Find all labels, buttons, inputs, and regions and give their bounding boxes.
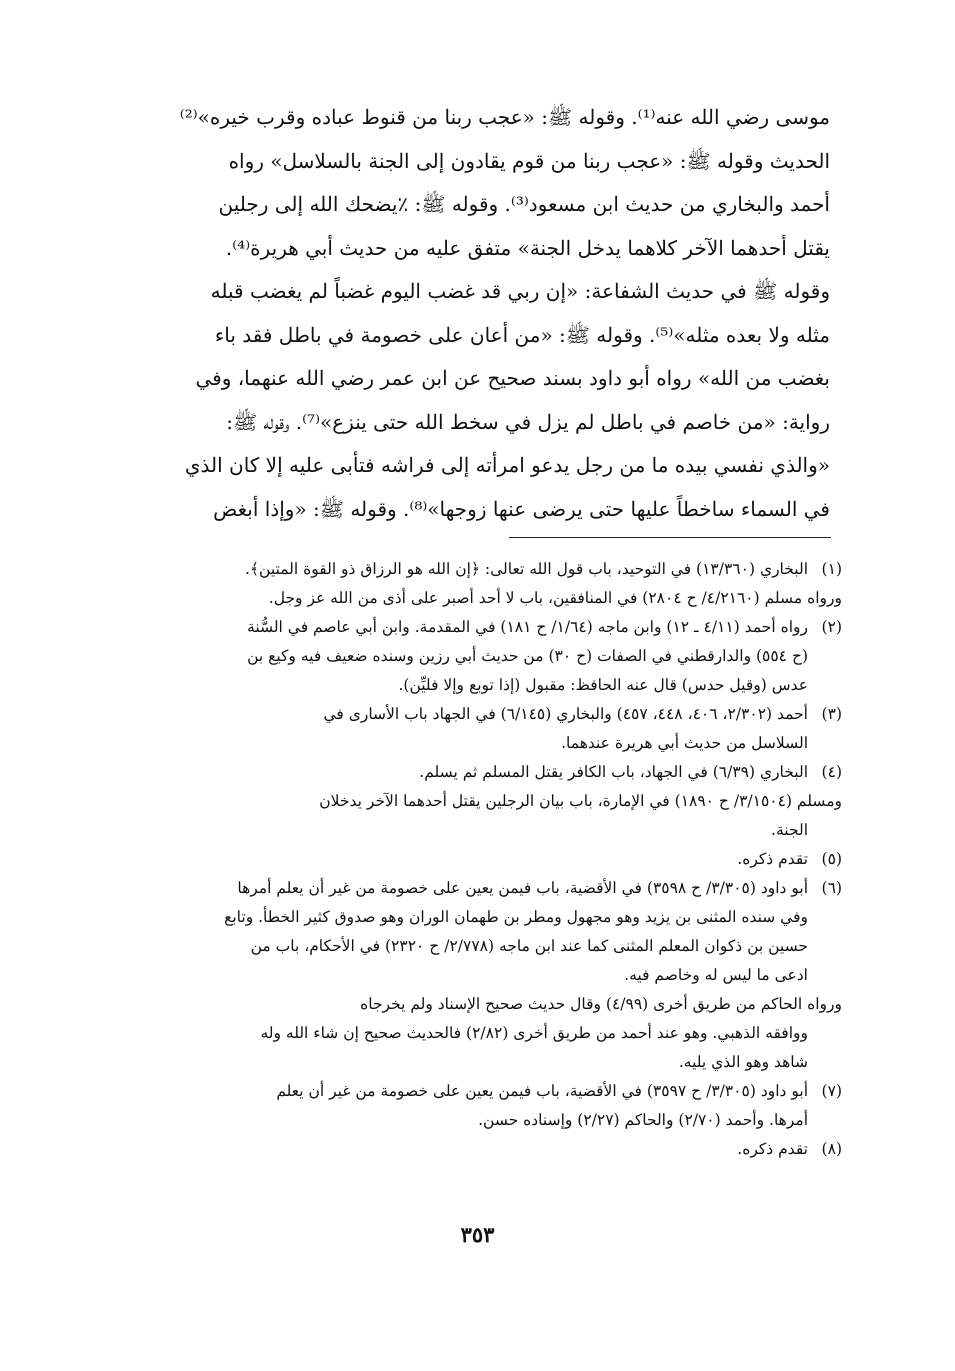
footnote-number: (١) (821, 560, 842, 578)
footnote-continuation-line: ووافقه الذهبي. وهو عند أحمد من طريق أخرى (٢/٨٢) فالحديث صحيح إن شاء الله وله (260, 1024, 808, 1042)
main-text-line: في السماء ساخطاً عليها حتى يرضى عنها زوجها»⁽⁸⁾. وقوله ﷺ: «وإذا أبغض (213, 496, 830, 521)
footnote-line: أحمد (٢/٣٠٢، ٤٠٦، ٤٤٨، ٤٥٧) والبخاري (٦/١٤٥) في الجهاد باب الأسارى في (323, 705, 808, 723)
footnote-line: رواه أحمد (٤/١١ ـ ١٢) وابن ماجه (١/٦٤/ ح ١٨١) في المقدمة. وابن أبي عاصم في السُّنة (247, 618, 808, 636)
main-text-line: وقوله ﷺ في حديث الشفاعة: «إن ربي قد غضب اليوم غضباً لم يغضب قبله (210, 279, 830, 303)
footnote-line: حسين بن ذكوان المعلم المثنى كما عند ابن ماجه (٢/٧٧٨/ ح ٢٣٢٠) في الأحكام، باب من (250, 937, 808, 955)
main-text-block (134, 96, 830, 531)
footnote-continuation-line: شاهد وهو الذي يليه. (678, 1053, 808, 1071)
footnote-number: (٣) (821, 705, 842, 723)
footnote-body (134, 845, 808, 874)
footnote-line: تقدم ذكره. (737, 850, 808, 868)
footnote-line: البخاري (٦/٣٩) في الجهاد، باب الكافر يقتل المسلم ثم يسلم. (419, 763, 808, 781)
footnotes-block (134, 555, 842, 1164)
footnote-continuation-line: ورواه مسلم (٤/٢١٦٠/ ح ٢٨٠٤) في المنافقين، باب لا أحد أصبر على أذى من الله عز وجل. (268, 589, 842, 607)
footnote-continuation-line: الجنة. (771, 821, 808, 839)
footnote-number: (٥) (821, 850, 842, 868)
footnote-body (134, 613, 808, 700)
footnote-continuation-line: ومسلم (٣/١٥٠٤/ ح ١٨٩٠) في الإمارة، باب بيان الرجلين يقتل أحدهما الآخر يدخلان (319, 792, 842, 810)
footnote-line: أمرها. وأحمد (٢/٧٠) والحاكم (٢/٢٧) وإسناده حسن. (478, 1111, 808, 1129)
footnote (134, 758, 842, 787)
footnote-line: السلاسل من حديث أبي هريرة عندهما. (561, 734, 808, 752)
footnote (134, 1135, 842, 1164)
footnote-number: (٦) (821, 879, 842, 897)
footnote (134, 845, 842, 874)
main-text-line: مثله ولا بعده مثله»⁽⁵⁾. وقوله ﷺ: «من أعان على خصومة في باطل فقد باء (214, 322, 830, 347)
main-text-line: أحمد والبخاري من حديث ابن مسعود⁽³⁾. وقوله ﷺ: ٪يضحك الله إلى رجلين (218, 192, 830, 216)
footnote-line: ادعى ما ليس له وخاصم فيه. (624, 966, 808, 984)
footnote-line: تقدم ذكره. (737, 1140, 808, 1158)
footnote-body (134, 1077, 808, 1135)
main-text-line: يقتل أحدهما الآخر كلاهما يدخل الجنة» متفق عليه من حديث أبي هريرة⁽⁴⁾. (225, 235, 830, 260)
footnote (134, 555, 842, 584)
footnote (134, 700, 842, 758)
footnote-number: (٧) (821, 1082, 842, 1100)
footnote-number: (٨) (821, 1140, 842, 1158)
footnote-body (134, 874, 808, 990)
footnote (134, 874, 842, 990)
page-number: ٣٥٣ (460, 1222, 495, 1247)
footnote-line: البخاري (١٣/٣٦٠) في التوحيد، باب قول الله تعالى: ﴿إن الله هو الرزاق ذو القوة المتين﴾. (245, 560, 808, 578)
footnote-separator (509, 537, 831, 538)
footnote-line: (ح ٥٥٤) والدارقطني في الصفات (ح ٣٠) من حديث أبي رزين وسنده ضعيف فيه وكيع بن (247, 647, 808, 665)
footnote-line: أبو داود (٣/٣٠٥/ ح ٣٥٩٧) في الأقضية، باب فيمن يعين على خصومة من غير أن يعلم (276, 1082, 808, 1100)
footnote (134, 613, 842, 700)
footnote-number: (٢) (821, 618, 842, 636)
main-text-line: الحديث وقوله ﷺ: «عجب ربنا من قوم يقادون إلى الجنة بالسلاسل» رواه (228, 148, 830, 173)
footnote-body (134, 555, 808, 584)
footnote-line: وفي سنده المثنى بن يزيد وهو مجهول ومطر بن طهمان الوران وهو صدوق كثير الخطأ. وتابع (224, 908, 808, 926)
main-text-line: رواية: «من خاصم في باطل لم يزل في سخط الله حتى ينزع»⁽⁷⁾. وقوله ﷺ: (226, 409, 830, 434)
main-text-line: بغضب من الله» رواه أبو داود بسند صحيح عن ابن عمر رضي الله عنهما، وفي (195, 366, 830, 390)
footnote-continuation-line: ورواه الحاكم من طريق أخرى (٤/٩٩) وقال حديث صحيح الإسناد ولم يخرجاه (360, 995, 842, 1013)
footnote-body (134, 758, 808, 787)
footnote-line: عدس (وقيل حدس) قال عنه الحافظ: مقبول (إذا توبع وإلا فليِّن). (398, 676, 808, 694)
footnote-body (134, 1135, 808, 1164)
main-text-line: موسى رضي الله عنه⁽¹⁾. وقوله ﷺ: «عجب ربنا من قنوط عباده وقرب خيره»⁽²⁾ (179, 105, 830, 129)
footnote (134, 1077, 842, 1135)
footnote-body (134, 700, 808, 758)
main-text-line: «والذي نفسي بيده ما من رجل يدعو امرأته إلى فراشه فتأبى عليه إلا كان الذي (184, 453, 830, 477)
footnote-number: (٤) (821, 763, 842, 781)
footnote-line: أبو داود (٣/٣٠٥/ ح ٣٥٩٨) في الأقضية، باب فيمن يعين على خصومة من غير أن يعلم أمرها (237, 879, 808, 897)
